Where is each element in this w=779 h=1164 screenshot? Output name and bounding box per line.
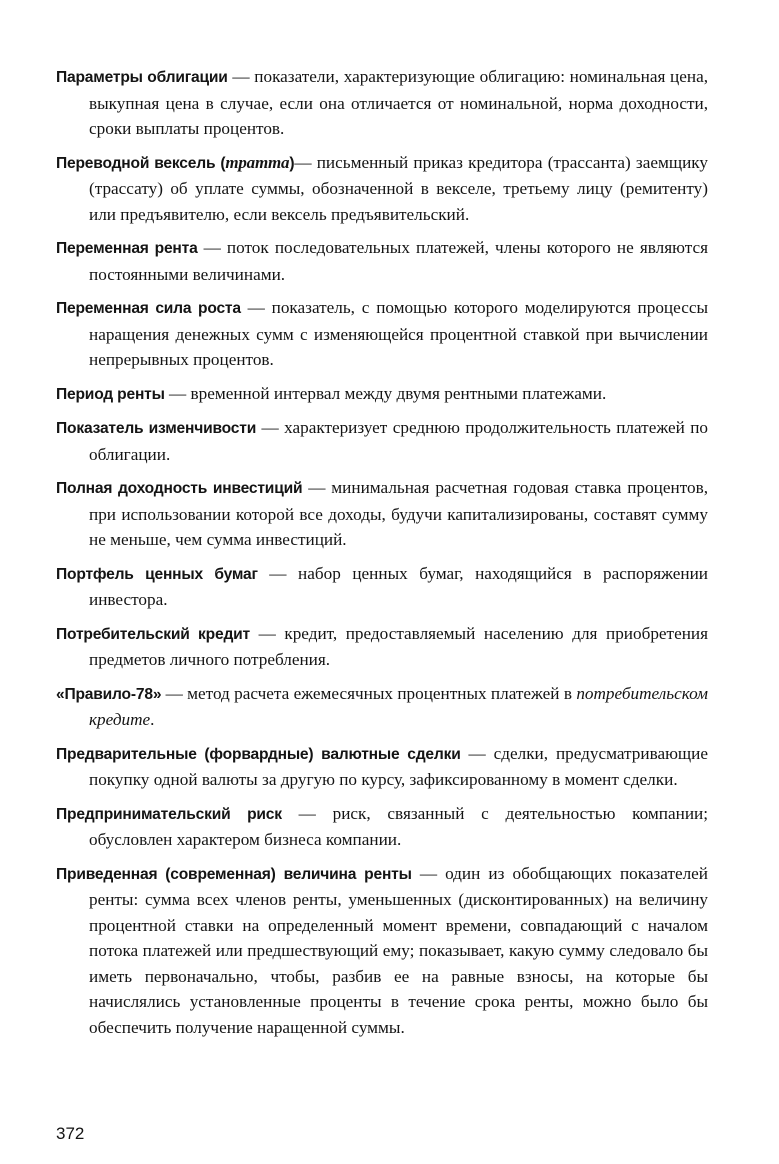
entry-definition: — риск, связанный с деятельностью компании; обусловлен характером бизнеса компании. bbox=[89, 803, 708, 849]
entry-term: Приведенная (современная) величина ренты bbox=[56, 865, 412, 883]
glossary-entry bbox=[56, 561, 708, 613]
glossary-entry bbox=[56, 64, 708, 142]
entry-term: Показатель изменчивости bbox=[56, 420, 257, 437]
entry-term bbox=[56, 152, 295, 172]
glossary-entry bbox=[56, 235, 708, 287]
entry-definition: — минимальная расчетная годовая ставка процентов, при использовании которой все доходы, будучи капитализированы, составят сумму не меньше, чем сумма инвестиций. bbox=[89, 478, 708, 549]
glossary-entry bbox=[56, 801, 708, 853]
entry-definition-end: . bbox=[150, 710, 155, 729]
entry-term: «Правило-78» bbox=[56, 685, 162, 703]
entry-term: Потребительский кредит bbox=[56, 625, 250, 643]
entry-definition: — сделки, предусматривающие покупку одной валюты за другую по курсу, зафиксированному в момент сделки. bbox=[89, 743, 708, 789]
entry-term: Портфель ценных бумаг bbox=[56, 565, 258, 583]
entry-term: Предпринимательский риск bbox=[56, 805, 282, 823]
entry-definition: — письменный приказ кредитора (трассанта) заемщику (трассату) об уплате суммы, обозначенной в векселе, третьему лицу (ремитенту) или предъявителю, если вексель предъявительский. bbox=[89, 152, 708, 224]
entry-term: Полная доходность инвестиций bbox=[56, 480, 303, 497]
glossary-entry bbox=[56, 295, 708, 373]
entry-definition: — временной интервал между двумя рентными платежами. bbox=[164, 383, 607, 403]
glossary-entry bbox=[56, 741, 708, 793]
cross-reference: потребительском кредите bbox=[89, 683, 708, 729]
glossary-entry bbox=[56, 150, 708, 228]
entry-definition: — один из обобщающих показателей ренты: сумма всех членов ренты, уменьшенных (дисконтированных) на величину процентной ставки на определенный момент времени, совпадающий с началом потока платежей или предшествующий ему; показывает, какую сумму следовало бы иметь первоначально, чтобы, разбив ее на равные взносы, на которые бы начислялись установленные проценты в течение срока ренты, можно было бы обеспечить получение наращенной суммы. bbox=[89, 863, 708, 1037]
entry-definition: — метод расчета ежемесячных процентных платежей в bbox=[161, 683, 577, 703]
entry-term: Переменная рента bbox=[56, 240, 198, 257]
glossary-entry bbox=[56, 861, 708, 1041]
glossary-entries bbox=[56, 64, 708, 1048]
entry-term-italic: тратта bbox=[225, 152, 290, 172]
entry-definition: — набор ценных бумаг, находящийся в распоряжении инвестора. bbox=[89, 563, 708, 609]
glossary-entry bbox=[56, 381, 708, 408]
entry-definition: — показатель, с помощью которого моделируются процессы наращения денежных сумм с изменяющейся процентной ставкой при вычислении непрерывных процентов. bbox=[89, 298, 708, 369]
entry-definition: — показатели, характеризующие облигацию: номинальная цена, выкупная цена в случае, если она отличается от номинальной, норма доходности, сроки выплаты процентов. bbox=[89, 67, 709, 138]
entry-definition: — кредит, предоставляемый населению для приобретения предметов личного потребления. bbox=[89, 623, 709, 669]
glossary-entry bbox=[56, 475, 708, 553]
entry-definition: — характеризует среднюю продолжительность платежей по облигации. bbox=[89, 418, 708, 464]
entry-definition: — поток последовательных платежей, члены которого не являются постоянными величинами. bbox=[89, 238, 708, 284]
entry-term: Параметры облигации bbox=[56, 69, 228, 86]
entry-term-text: Переводной вексель ( bbox=[56, 154, 226, 172]
glossary-entry bbox=[56, 621, 708, 673]
entry-term-end: ) bbox=[289, 154, 295, 172]
entry-term: Период ренты bbox=[56, 385, 165, 403]
glossary-entry bbox=[56, 415, 708, 467]
glossary-entry bbox=[56, 681, 708, 733]
entry-term: Предварительные (форвардные) валютные сделки bbox=[56, 745, 461, 763]
page-number: 372 bbox=[56, 1124, 85, 1143]
entry-term: Переменная сила роста bbox=[56, 300, 241, 317]
